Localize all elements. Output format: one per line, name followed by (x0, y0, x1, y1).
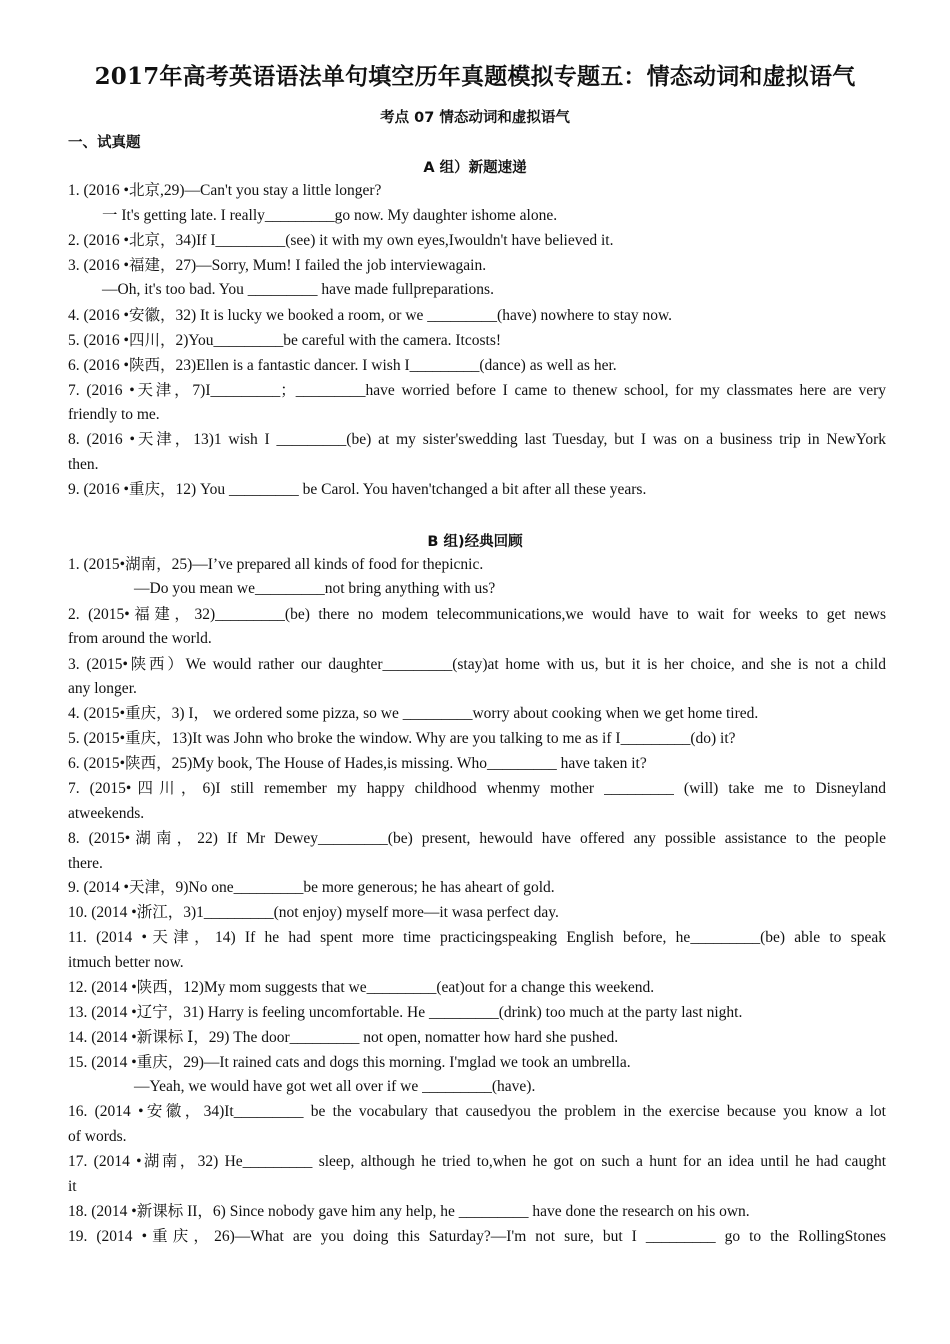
question-line: 1. (2016 •北京,29)—Can't you stay a little longer? (68, 182, 382, 199)
question-line: then. (68, 456, 99, 473)
section-heading: 一、试真题 (68, 135, 141, 151)
question-line: —Oh, it's too bad. You _________ have made fullpreparations. (102, 281, 494, 298)
question-line: any longer. (68, 680, 137, 697)
question-line: 13. (2014 •辽宁，31) Harry is feeling uncomfortable. He _________(drink) too much at the party last night. (68, 1004, 743, 1021)
question-line: 5. (2015•重庆，13)It was John who broke the window. Why are you talking to me as if I_________(do) it? (68, 730, 736, 747)
question-line: of words. (68, 1128, 127, 1145)
question-line: —Do you mean we_________not bring anything with us? (134, 580, 496, 597)
question-line: 10. (2014 •浙江，3)1_________(not enjoy) myself more—it wasa perfect day. (68, 904, 559, 921)
question-line: 19. (2014 •重庆，26)—What are you doing this Saturday?—I'm not sure, but I _________ go to the RollingStones (68, 1228, 886, 1245)
question-line: there. (68, 855, 103, 872)
question-line: 18. (2014 •新课标 II，6) Since nobody gave him any help, he _________ have done the research on his own. (68, 1203, 750, 1220)
question-line: 15. (2014 •重庆，29)—It rained cats and dogs this morning. I'mglad we took an umbrella. (68, 1054, 631, 1071)
question-line: 5. (2016 •四川，2)You_________be careful with the camera. Itcosts! (68, 332, 502, 349)
question-line: 7. (2016 •天津，7)I_________；_________have worried before I came to thenew school, for my classmates here are very (68, 382, 886, 399)
question-line: from around the world. (68, 630, 212, 647)
question-line: 9. (2014 •天津，9)No one_________be more generous; he has aheart of gold. (68, 879, 555, 896)
question-line: 3. (2016 •福建，27)—Sorry, Mum! I failed the job interviewagain. (68, 257, 487, 274)
question-line: 2. (2015•福建，32)_________(be) there no modem telecommunications,we would have to wait for weeks to get news (68, 606, 886, 623)
question-line: 一 It's getting late. I really_________go now. My daughter ishome alone. (102, 207, 558, 224)
question-line: atweekends. (68, 805, 145, 822)
question-line: it (68, 1178, 77, 1195)
question-line: 16. (2014 •安徽，34)It_________ be the vocabulary that causedyou the problem in the exercise because you know a lot (68, 1103, 886, 1120)
question-line: friendly to me. (68, 406, 160, 423)
question-line: 12. (2014 •陕西，12)My mom suggests that we_________(eat)out for a change this weekend. (68, 979, 655, 996)
question-line: 17. (2014 •湖南，32) He_________ sleep, although he tried to,when he got on such a hunt for an idea until he had caught (68, 1153, 886, 1170)
question-line: 9. (2016 •重庆，12) You _________ be Carol. You haven'tchanged a bit after all these years. (68, 481, 647, 498)
question-line: 11. (2014 •天津，14) If he had spent more time practicingspeaking English before, he_________(be) able to speak (68, 929, 886, 946)
question-line: —Yeah, we would have got wet all over if we _________(have). (134, 1078, 536, 1095)
question-line: 8. (2016 •天津，13)1 wish I _________(be) at my sister'swedding last Tuesday, but I was on a business trip in NewYork (68, 431, 886, 448)
topic-subtitle: 考点 07 情态动词和虚拟语气 (380, 110, 570, 126)
question-line: 14. (2014 •新课标 Ⅰ，29) The door_________ not open, nomatter how hard she pushed. (68, 1029, 619, 1046)
question-line: itmuch better now. (68, 954, 184, 971)
question-line: 6. (2016 •陕西，23)Ellen is a fantastic dancer. I wish I_________(dance) as well as her. (68, 357, 617, 374)
question-line: 4. (2015•重庆，3) I， we ordered some pizza, so we _________worry about cooking when we get home tired. (68, 705, 759, 722)
question-line: 4. (2016 •安徽，32) It is lucky we booked a room, or we _________(have) nowhere to stay now. (68, 307, 673, 324)
question-line: 6. (2015•陕西，25)My book, The House of Hades,is missing. Who_________ have taken it? (68, 755, 647, 772)
question-line: 8. (2015•湖南，22) If Mr Dewey_________(be) present, hewould have offered any possible assistance to the people (68, 830, 886, 847)
question-line: 1. (2015•湖南，25)—I’ve prepared all kinds of food for thepicnic. (68, 556, 484, 573)
document-title: 2017年高考英语语法单句填空历年真题模拟专题五：情态动词和虚拟语气 (94, 63, 856, 90)
group-a-heading: A 组）新题速递 (423, 160, 527, 176)
question-line: 3. (2015•陕西）We would rather our daughter_________(stay)at home with us, but it is her choice, and she is not a child (68, 656, 886, 673)
question-line: 2. (2016 •北京，34)If I_________(see) it with my own eyes,Iwouldn't have believed it. (68, 232, 614, 249)
group-b-heading: B 组)经典回顾 (427, 534, 523, 550)
question-line: 7. (2015•四川，6)I still remember my happy childhood whenmy mother _________ (will) take me to Disneyland (68, 780, 886, 797)
